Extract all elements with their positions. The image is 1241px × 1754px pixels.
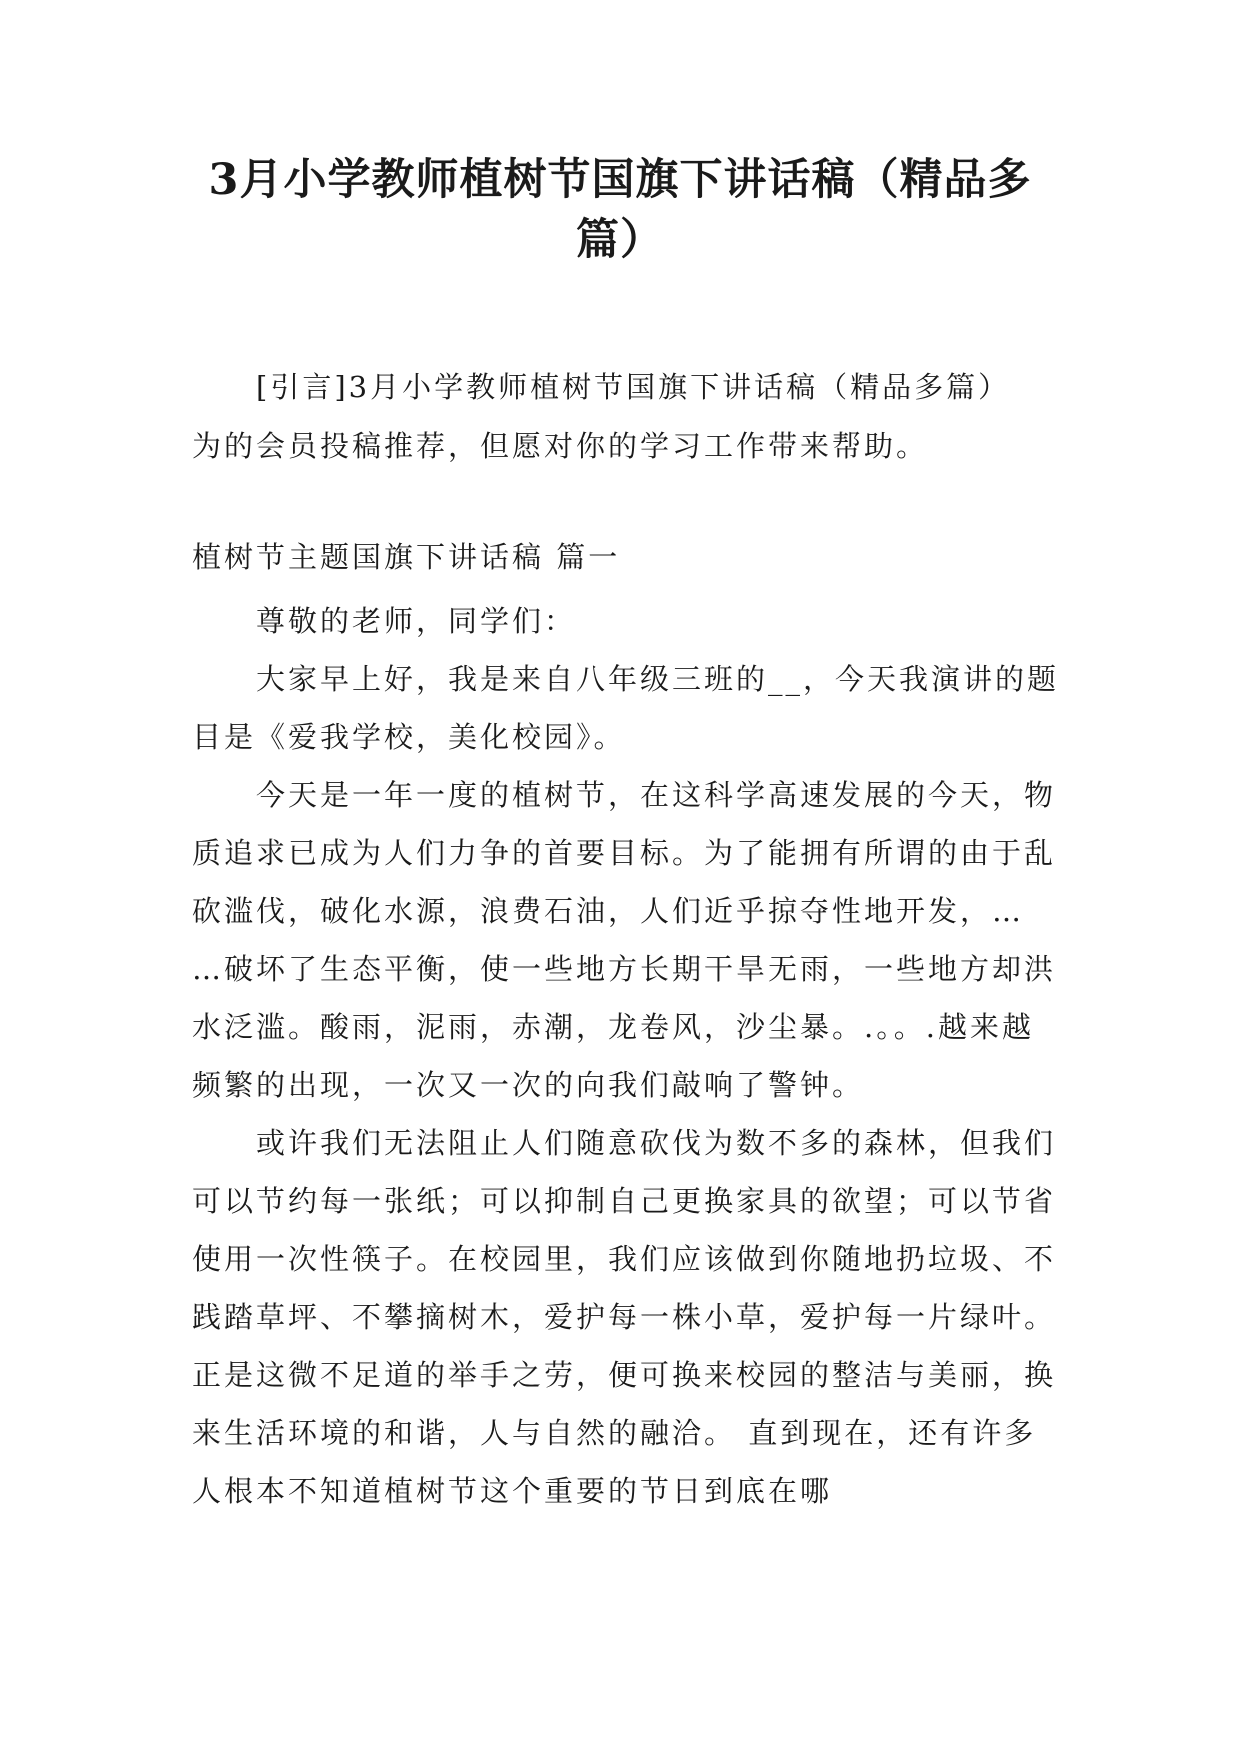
document-title-line-1: 3月小学教师植树节国旗下讲话稿（精品多 [208,155,1032,205]
intro-paragraph [192,358,1062,476]
paragraph-action: 或许我们无法阻止人们随意砍伐为数不多的森林，但我们可以节约每一张纸；可以抑制自己更换家具的欲望；可以节省使用一次性筷子。在校园里，我们应该做到你随地扔垃圾、不践踏草坪、不攀摘树木，爱护每一株小草，爱护每一片绿叶。正是这微不足道的举手之劳，便可换来校园的整洁与美丽，换来生活环境的和谐，人与自然的融洽。 直到现在，还有许多人根本不知道植树节这个重要的节日到底在哪 [192,1126,1057,1508]
paragraph-environment: 今天是一年一度的植树节，在这科学高速发展的今天，物质追求已成为人们力争的首要目标。为了能拥有所谓的由于乱砍滥伐，破化水源，浪费石油，人们近乎掠夺性地开发，… …破坏了生态平衡，使一些地方长期干旱无雨，一些地方却洪水泛滥。酸雨，泥雨，赤潮，龙卷风，沙尘暴。.。。.越来越频繁的出现，一次又一次的向我们敲响了警钟。 [192,778,1057,1102]
section-heading: 植树节主题国旗下讲话稿 篇一 [192,540,621,574]
paragraph-introduction: 大家早上好，我是来自八年级三班的__，今天我演讲的题目是《爱我学校，美化校园》。 [192,662,1060,754]
speech-body [192,592,1062,1520]
intro-line-2: 为的会员投稿推荐，但愿对你的学习工作带来帮助。 [192,429,929,463]
paragraph-greeting: 尊敬的老师，同学们： [256,604,577,638]
document-title-line-2: 篇） [576,215,664,265]
intro-line-1: [引言]3月小学教师植树节国旗下讲话稿（精品多篇） [256,370,1011,404]
document-title [180,150,1060,270]
